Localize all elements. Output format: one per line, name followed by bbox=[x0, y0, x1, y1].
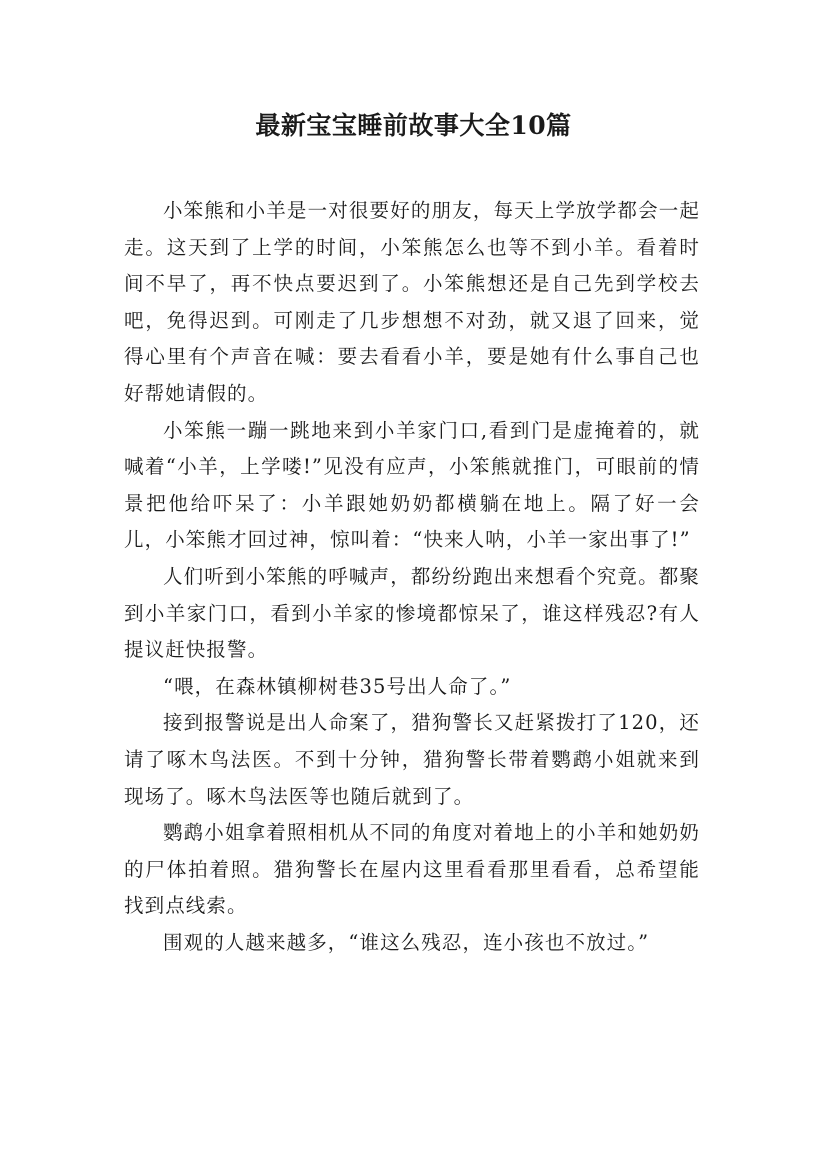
paragraph: 人们听到小笨熊的呼喊声，都纷纷跑出来想看个究竟。都聚到小羊家门口，看到小羊家的惨境都惊呆了，谁这样残忍?有人提议赶快报警。 bbox=[124, 564, 700, 662]
paragraph: 鹦鹉小姐拿着照相机从不同的角度对着地上的小羊和她奶奶的尸体拍着照。猎狗警长在屋内这里看看那里看看，总希望能找到点线索。 bbox=[124, 821, 700, 918]
paragraph: 小笨熊一蹦一跳地来到小羊家门口,看到门是虚掩着的，就喊着“小羊，上学喽!”见没有应声，小笨熊就推门，可眼前的情景把他给吓呆了：小羊跟她奶奶都横躺在地上。隔了好一会儿，小笨熊才回过神，惊叫着：“快来人呐，小羊一家出事了!” bbox=[124, 418, 700, 552]
document-title: 最新宝宝睡前故事大全10篇 bbox=[255, 111, 572, 140]
paragraph: “喂，在森林镇柳树巷35号出人命了。” bbox=[163, 674, 512, 698]
paragraph: 小笨熊和小羊是一对很要好的朋友，每天上学放学都会一起走。这天到了上学的时间，小笨熊怎么也等不到小羊。看着时间不早了，再不快点要迟到了。小笨熊想还是自己先到学校去吧，免得迟到。可刚走了几步想想不对劲，就又退了回来，觉得心里有个声音在喊：要去看看小羊，要是她有什么事自己也好帮她请假的。 bbox=[124, 199, 700, 405]
paragraph: 接到报警说是出人命案了，猎狗警长又赶紧拨打了120，还请了啄木鸟法医。不到十分钟，猎狗警长带着鹦鹉小姐就来到现场了。啄木鸟法医等也随后就到了。 bbox=[124, 711, 700, 808]
document-body bbox=[124, 193, 700, 961]
paragraph: 围观的人越来越多，“谁这么残忍，连小孩也不放过。” bbox=[163, 930, 650, 954]
